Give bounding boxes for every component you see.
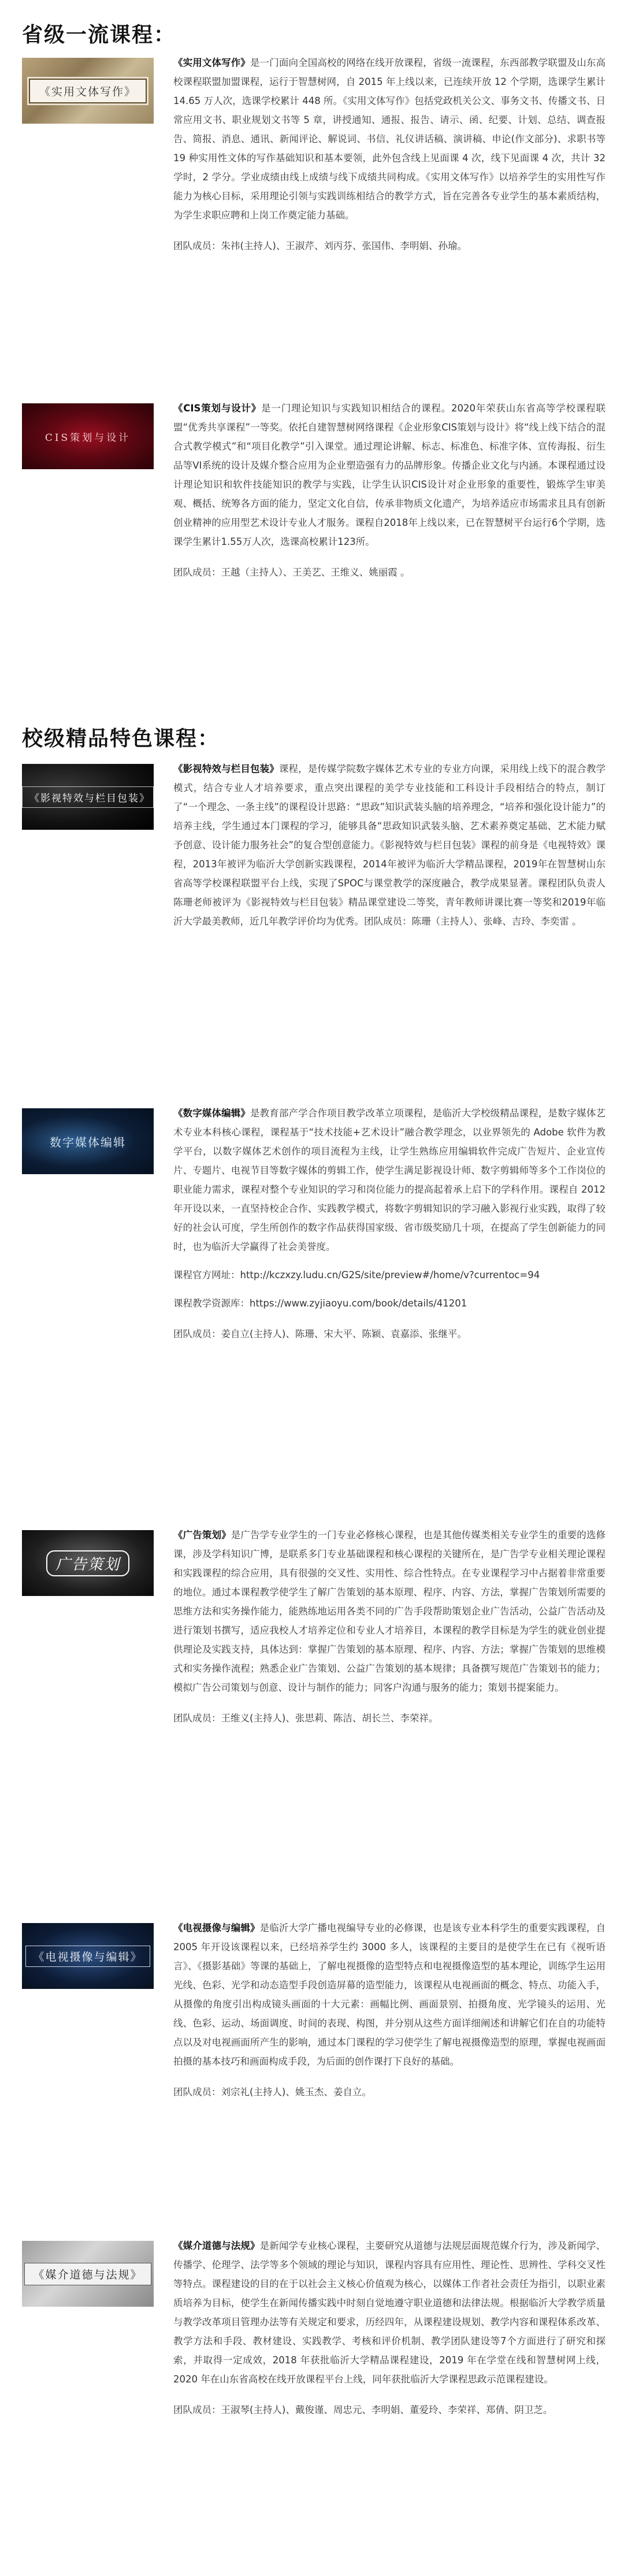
team-members: 团队成员：朱祎(主持人)、王淑芹、刘丙芬、张国伟、李明娟、孙瑜。 <box>173 240 467 251</box>
course-title: 《CIS策划与设计》 <box>173 403 262 414</box>
course-paragraph <box>173 1104 606 1256</box>
course-title: 《电视摄像与编辑》 <box>173 1922 260 1933</box>
course-description <box>173 1918 606 2102</box>
course-paragraph <box>173 1525 606 1697</box>
course-thumbnail[interactable] <box>22 764 154 830</box>
course-thumbnail[interactable] <box>22 58 154 124</box>
thumbnail-label: 广告策划 <box>46 1550 129 1576</box>
course-title: 《媒介道德与法规》 <box>173 2240 260 2251</box>
course-paragraph <box>173 2236 606 2389</box>
course-text: 课程，是传媒学院数字媒体艺术专业的专业方向课，采用线上线下的混合教学模式，结合专业人才培养要求，重点突出课程的美学专业技能和工科设计手段相结合的特点，制订了“一个理念、一条主线”的课程设计思路：“思政”知识武装头脑的培养理念，“培养和强化设计能力”的培养主线，学生通过本门课程的学习，能够具备“思政知识武装头脑、艺术素养奠定基础、艺术能力赋予创意、设计能力服务社会”的复合型创意能力。《影视特效与栏目包装》课程的前身是《电视特效》课程，2013年被评为临沂大学创新实践课程，2014年被评为临沂大学精品课程，2019年在智慧树山东省高等学校课程联盟平台上线，实现了SPOC与课堂教学的深度融合，教学成果显著。课程团队负责人陈珊老师被评为《影视特效与栏目包装》精品课堂建设二等奖，青年教师讲课比赛一等奖和2019年临沂大学最美教师，近几年教学评价均为优秀。团队成员：陈珊（主持人）、张峰、吉玲、李奕雷 。 <box>173 763 606 927</box>
course-text: 是新闻学专业核心课程，主要研究从道德与法规层面规范媒介行为，涉及新闻学、传播学、伦理学、法学等多个领域的理论与知识，课程内容具有应用性、理论性、思辨性、学科交叉性等特点。课程建设的目的在于以社会主义核心价值观为核心，以媒体工作者社会责任为指引，以职业素质培养为目标，使学生在新闻传播实践中时刻自觉地遵守职业道德和法律法规。根据临沂大学教学质量与教学改革项目管理办法等有关规定和要求，历经四年，从课程建设规划、教学内容和课程体系改革、教学方法和手段、教材建设、实践教学、考核和评价机制、教学团队建设等7个方面进行了研究和探索，并取得一定成效，2018 年获批临沂大学精品课程建设，2019 年在学堂在线和智慧树网上线，2020 年在山东省高校在线开放课程平台上线，同年获批临沂大学课程思政示范课程建设。 <box>173 2240 606 2385</box>
course-text: 是一门理论知识与实践知识相结合的课程。2020年荣获山东省高等学校课程联盟“优秀共享课程”一等奖。依托自建智慧树网络课程《企业形象CIS策划与设计》将“线上线下结合的混合式教学模式”和“项目化教学”引入课堂。通过理论讲解、标志、标准色、标准字体、宣传海报、衍生品等VI系统的设计及媒介整合应用为企业塑造强有力的品牌形象。传播企业文化与内涵。本课程通过设计理论知识和软件技能知识的教学与实践，让学生认识CIS设计对企业形象的重要性，锻炼学生审美观、概括、统筹各方面的能力，坚定文化自信，传承非物质文化遗产，为培养适应市场需求且具有创新创业精神的应用型艺术设计专业人才服务。课程自2018年上线以来，已在智慧树平台运行6个学期，选课学生累计1.55万人次，选课高校累计123所。 <box>173 403 606 547</box>
course-title: 《数字媒体编辑》 <box>173 1108 250 1119</box>
thumbnail-label: 《影视特效与栏目包装》 <box>22 786 154 808</box>
thumbnail-label: CIS策划与设计 <box>44 432 131 444</box>
thumbnail-label: 《媒介道德与法规》 <box>24 2263 151 2285</box>
course-resource-link[interactable]: 课程教学资源库：https://www.zyjiaoyu.com/book/details/41201 <box>173 1298 467 1309</box>
team-members: 团队成员：刘宗礼(主持人)、姚玉杰、姜自立。 <box>173 2087 372 2098</box>
course-title: 《广告策划》 <box>173 1530 231 1541</box>
course-description <box>173 759 606 931</box>
section-title-featured: 校级精品特色课程： <box>22 727 220 751</box>
course-thumbnail[interactable] <box>22 2241 154 2307</box>
course-title: 《影视特效与栏目包装》 <box>173 763 279 774</box>
course-text: 是教育部产学合作项目教学改革立项课程，是临沂大学校级精品课程，是数字媒体艺术专业本科核心课程，课程基于“技术技能+艺术设计”融合教学理念，以业界领先的 Adobe 软件为教学平台，以数字媒体艺术创作的项目流程为主线，让学生熟练应用编辑软件完成广告短片、企业宣传片、专题片、电视节目等数字媒体的剪辑工作，使学生满足影视设计师、数字剪辑师等多个工作岗位的职业能力需求，课程对整个专业知识的学习和岗位能力的提高起着承上启下的学科作用。课程自 2012 年开设以来，一直坚持校企合作、实践教学模式，将数字剪辑知识的学习融入影视行业实践，取得了较好的社会认可度，学生所创作的数字作品获得国家级、省市级奖励几十项，在提高了学生创新能力的同时，也为临沂大学赢得了社会美誉度。 <box>173 1108 606 1252</box>
course-description <box>173 1525 606 1728</box>
section-title-first-class: 省级一流课程： <box>22 23 176 47</box>
course-description <box>173 399 606 582</box>
course-text: 是广告学专业学生的一门专业必修核心课程，也是其他传媒类相关专业学生的重要的选修课，涉及学科知识广博，是联系多门专业基础课程和核心课程的关键所在，是广告学专业相关理论课程和实践课程的综合应用，具有很强的交叉性、实用性、综合性特点。在专业课程学习中占据着非常重要的地位。通过本课程教学使学生了解广告策划的基本原理、程序、内容、方法，掌握广告策划所需要的思维方法和实务操作能力，能熟练地运用各类不同的广告手段帮助策划企业广告活动，公益广告活动及进行策划书撰写，适应我校人才培养定位和专业人才培养目，本课程的教学目标是为学生的就业创业提供理论及实践支持，具体达到：掌握广告策划的基本原理、程序、内容、方法；掌握广告策划的思维模式和实务操作流程；熟悉企业广告策划、公益广告策划的基本规律；具备撰写规范广告策划书的能力；模拟广告公司策划与创意、设计与制作的能力；同客户沟通与服务的能力；策划书提案能力。 <box>173 1530 606 1693</box>
team-members: 团队成员：王维义(主持人)、张思莉、陈洁、胡长兰、李荣祥。 <box>173 1713 439 1724</box>
course-description <box>173 1104 606 1343</box>
team-members: 团队成员：王淑琴(主持人)、戴俊谨、周忠元、李明娟、董爱玲、李荣祥、郑倩、阴卫芝。 <box>173 2404 553 2415</box>
course-title: 《实用文体写作》 <box>173 57 250 68</box>
course-thumbnail[interactable] <box>22 403 154 469</box>
team-members: 团队成员：姜自立(主持人)、陈珊、宋大平、陈颖、袁嘉添、张继平。 <box>173 1328 467 1339</box>
thumbnail-label: 数字媒体编辑 <box>50 1135 126 1149</box>
thumbnail-label: 《电视摄像与编辑》 <box>25 1946 150 1967</box>
course-paragraph <box>173 1918 606 2071</box>
course-thumbnail[interactable] <box>22 1108 154 1174</box>
course-thumbnail[interactable] <box>22 1530 154 1596</box>
course-website-link[interactable]: 课程官方网址：http://kczxzy.ludu.cn/G2S/site/preview#/home/v?currentoc=94 <box>173 1270 540 1280</box>
course-text: 是临沂大学广播电视编导专业的必修课，也是该专业本科学生的重要实践课程，自 2005 年开设该课程以来，已经培养学生约 3000 多人，该课程的主要目的是使学生在已有《视听语言》、《摄影基础》等课的基础上，了解电视摄像的造型特点和电视摄像造型的基本理论，训练学生运用光线、色彩、光学和动态造型手段创造屏幕的造型能力，该课程从电视画面的概念、特点、功能入手，从摄像的角度引出构成镜头画面的十大元素：画幅比例、画面景别、拍摄角度、光学镜头的运用、光线、色彩、运动、场面调度、时间的表现、构图，并分别从这些方面详细阐述和讲解它们在自的功能特点以及对电视画面所产生的影响，通过本门课程的学习使学生了解电视摄像造型的原理，掌握电视画面拍摄的基本技巧和画面构成手段，为后面的创作课打下良好的基础。 <box>173 1922 606 2067</box>
course-paragraph <box>173 399 606 551</box>
course-description <box>173 2236 606 2419</box>
course-paragraph <box>173 759 606 931</box>
course-thumbnail[interactable] <box>22 1923 154 1989</box>
team-members: 团队成员：王越（主持人）、王美艺、王维义、姚丽霞 。 <box>173 567 410 578</box>
course-text: 是一门面向全国高校的网络在线开放课程，省级一流课程，东西部教学联盟及山东高校课程联盟加盟课程，运行于智慧树网，自 2015 年上线以来，已连续开放 12 个学期，选课学生累计 14.65 万人次，选课学校累计 448 所。《实用文体写作》包括党政机关公文、事务文书、传播文书、日常应用文书、职业规划文书等 5 章，讲授通知、通报、报告、请示、函、纪要、计划、总结、调查报告、简报、消息、通讯、新闻评论、解说词、书信、礼仪讲话稿、演讲稿、申论(作文部分)、求职书等 19 种实用性文体的写作基础知识和基本要领，此外包含线上见面课 4 次，线下见面课 4 次，共计 32 学时，2 学分。学业成绩由线上成绩与线下成绩共同构成。《实用文体写作》以培养学生的实用性写作能力为核心目标，采用理论引领与实践训练相结合的教学方式，旨在完善各专业学生的基本素质结构，为学生求职应聘和上岗工作奠定能力基础。 <box>173 57 606 221</box>
thumbnail-label: 《实用文体写作》 <box>29 79 147 103</box>
course-description <box>173 53 606 255</box>
course-paragraph <box>173 53 606 225</box>
